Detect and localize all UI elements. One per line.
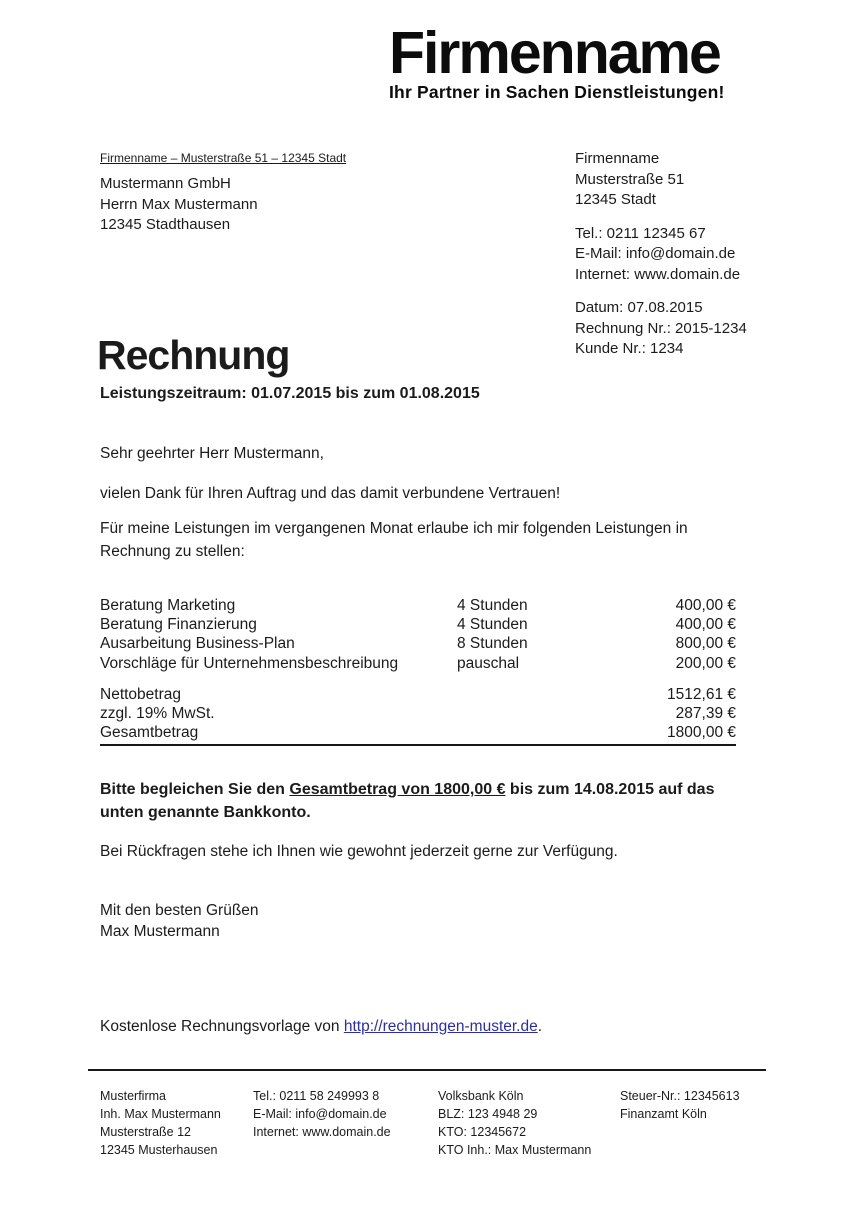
- total-label: Nettobetrag: [100, 686, 181, 703]
- footer-tax-office: Finanzamt Köln: [620, 1107, 707, 1121]
- footer-bank-name: Volksbank Köln: [438, 1089, 524, 1103]
- table-row: [100, 634, 736, 653]
- footer-website: Internet: www.domain.de: [253, 1125, 391, 1139]
- company-contact-group: [575, 224, 747, 286]
- table-row: [100, 654, 736, 673]
- total-label: Gesamtbetrag: [100, 724, 199, 742]
- footer-company-name: Musterfirma: [100, 1089, 166, 1103]
- payment-instruction-part1: Bitte begleichen Sie den: [100, 781, 290, 798]
- footer-bank-account: KTO: 12345672: [438, 1125, 527, 1139]
- service-period: Leistungszeitraum: 01.07.2015 bis zum 01.08.2015: [100, 385, 480, 402]
- item-amount: 200,00 €: [675, 654, 736, 672]
- footer-divider: [88, 1069, 766, 1071]
- company-street: Musterstraße 51: [575, 170, 685, 188]
- intro-paragraph: Für meine Leistungen im vergangenen Monat erlaube ich mir folgenden Leistungen in Rechnung zu stellen:: [100, 520, 688, 560]
- item-quantity: 4 Stunden: [457, 597, 528, 614]
- company-info-block: [575, 149, 747, 373]
- totals-section: [100, 685, 736, 746]
- line-items-table: [100, 596, 736, 673]
- item-amount: 400,00 €: [675, 616, 736, 634]
- invoice-meta-group: [575, 298, 747, 360]
- company-address-group: [575, 149, 747, 211]
- footer-contact-column: [253, 1087, 391, 1141]
- footer-owner: Inh. Max Mustermann: [100, 1107, 221, 1121]
- customer-number: Kunde Nr.: 1234: [575, 340, 684, 357]
- item-quantity: 4 Stunden: [457, 616, 528, 634]
- recipient-name: Herrn Max Mustermann: [100, 195, 258, 213]
- template-credit-line: [100, 1018, 542, 1036]
- footer-tax-column: [620, 1087, 740, 1123]
- invoice-number: Rechnung Nr.: 2015-1234: [575, 319, 747, 337]
- footer-city: 12345 Musterhausen: [100, 1143, 218, 1157]
- company-logo: [389, 20, 725, 103]
- template-credit-period: .: [537, 1018, 543, 1035]
- thanks-paragraph: vielen Dank für Ihren Auftrag und das damit verbundene Vertrauen!: [100, 485, 561, 502]
- item-description: Beratung Marketing: [100, 597, 236, 614]
- sender-return-address: Firmenname – Musterstraße 51 – 12345 Stadt: [100, 151, 347, 165]
- company-name: Firmenname: [575, 150, 660, 167]
- item-description: Ausarbeitung Business-Plan: [100, 635, 295, 653]
- item-description: Beratung Finanzierung: [100, 616, 257, 634]
- template-credit-text: Kostenlose Rechnungsvorlage von: [100, 1018, 344, 1035]
- item-amount: 800,00 €: [675, 635, 736, 653]
- footer-tax-number: Steuer-Nr.: 12345613: [620, 1089, 740, 1103]
- recipient-company: Mustermann GmbH: [100, 175, 231, 192]
- item-description: Vorschläge für Unternehmensbeschreibung: [100, 654, 399, 672]
- item-quantity: 8 Stunden: [457, 635, 528, 653]
- total-amount: 287,39 €: [675, 705, 736, 723]
- page-title: Rechnung: [97, 332, 290, 378]
- footer-phone: Tel.: 0211 58 249993 8: [253, 1089, 380, 1103]
- footer-company-column: [100, 1087, 221, 1159]
- net-total-row: [100, 685, 736, 704]
- total-amount: 1512,61 €: [667, 686, 736, 703]
- logo-company-name: Firmenname: [389, 20, 720, 86]
- item-amount: 400,00 €: [675, 597, 736, 614]
- signature-name: Max Mustermann: [100, 922, 220, 940]
- company-city: 12345 Stadt: [575, 191, 656, 208]
- recipient-city: 12345 Stadthausen: [100, 216, 231, 233]
- payment-instruction-amount: Gesamtbetrag von 1800,00 €: [289, 781, 506, 798]
- footer-bank-column: [438, 1087, 591, 1159]
- table-row: [100, 596, 736, 615]
- regards-line: Mit den besten Grüßen: [100, 902, 259, 919]
- template-source-link[interactable]: http://rechnungen-muster.de: [343, 1018, 538, 1035]
- invoice-date: Datum: 07.08.2015: [575, 299, 703, 316]
- item-quantity: pauschal: [457, 654, 520, 672]
- company-website: Internet: www.domain.de: [575, 265, 741, 283]
- payment-instruction-part2: bis zum 14.08.2015 auf das unten genannte Bankkonto.: [100, 781, 715, 821]
- total-amount: 1800,00 €: [667, 724, 736, 742]
- recipient-address-block: [100, 174, 258, 236]
- table-row: [100, 615, 736, 634]
- footer-street: Musterstraße 12: [100, 1125, 192, 1139]
- footer-email: E-Mail: info@domain.de: [253, 1107, 387, 1121]
- signature-block: [100, 901, 259, 942]
- footer-bank-blz: BLZ: 123 4948 29: [438, 1107, 538, 1121]
- company-email: E-Mail: info@domain.de: [575, 245, 736, 262]
- company-phone: Tel.: 0211 12345 67: [575, 224, 706, 242]
- payment-instruction: [100, 778, 756, 824]
- total-label: zzgl. 19% MwSt.: [100, 705, 215, 723]
- vat-row: [100, 704, 736, 723]
- grand-total-row: [100, 723, 736, 745]
- footer-bank-holder: KTO Inh.: Max Mustermann: [438, 1143, 592, 1157]
- questions-note: Bei Rückfragen stehe ich Ihnen wie gewohnt jederzeit gerne zur Verfügung.: [100, 843, 618, 860]
- logo-tagline: Ihr Partner in Sachen Dienstleistungen!: [389, 82, 725, 102]
- salutation: Sehr geehrter Herr Mustermann,: [100, 445, 324, 462]
